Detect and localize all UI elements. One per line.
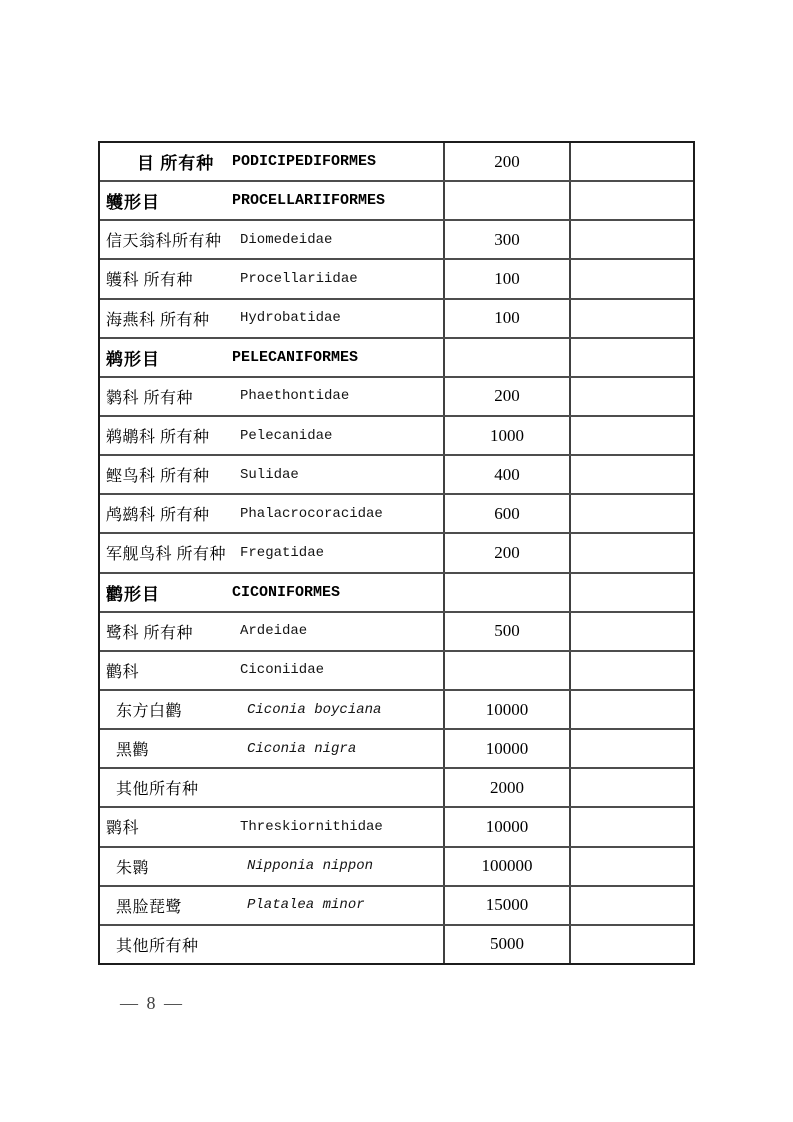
latin-name: CICONIFORMES xyxy=(232,583,341,601)
latin-name: Fregatidae xyxy=(240,544,325,561)
empty-notes-cell xyxy=(571,378,693,415)
species-name-cell xyxy=(100,495,445,532)
page-number: — 8 — xyxy=(120,993,184,1013)
table-row xyxy=(100,924,693,963)
latin-name: Nipponia nippon xyxy=(247,858,374,875)
compensation-value: 10000 xyxy=(485,738,529,758)
species-name-cell xyxy=(100,417,445,454)
compensation-value: 200 xyxy=(494,542,520,562)
chinese-name: 军舰鸟科 所有种 xyxy=(106,546,227,564)
species-name-cell xyxy=(100,574,445,611)
latin-name: Ciconiidae xyxy=(240,662,325,679)
species-name-cell xyxy=(100,143,445,180)
value-cell xyxy=(445,691,571,728)
compensation-value: 400 xyxy=(494,464,520,484)
table-row xyxy=(100,376,693,415)
latin-name: PROCELLARIIFORMES xyxy=(232,192,386,210)
chinese-name: 信天翁科所有种 xyxy=(106,233,222,251)
latin-name: Phalacrocoracidae xyxy=(240,505,383,522)
table-row xyxy=(100,846,693,885)
empty-notes-cell xyxy=(571,613,693,650)
empty-notes-cell xyxy=(571,574,693,611)
latin-name: Diomedeidae xyxy=(240,231,333,248)
chinese-name: 鹈鹕科 所有种 xyxy=(106,429,210,447)
table-row xyxy=(100,415,693,454)
value-cell xyxy=(445,378,571,415)
latin-name: PELECANIFORMES xyxy=(232,348,359,366)
empty-notes-cell xyxy=(571,691,693,728)
chinese-name: 其他所有种 xyxy=(116,937,199,955)
empty-notes-cell xyxy=(571,769,693,806)
empty-notes-cell xyxy=(571,926,693,963)
compensation-value: 2000 xyxy=(490,777,524,797)
species-name-cell xyxy=(100,378,445,415)
species-name-cell xyxy=(100,534,445,571)
compensation-value: 200 xyxy=(494,151,520,171)
compensation-value: 500 xyxy=(494,621,520,641)
chinese-name: 目 所有种 xyxy=(137,154,215,174)
empty-notes-cell xyxy=(571,417,693,454)
latin-name: Procellariidae xyxy=(240,270,358,287)
value-cell xyxy=(445,574,571,611)
chinese-name: 鹭科 所有种 xyxy=(106,624,194,642)
chinese-name: 鲣鸟科 所有种 xyxy=(106,468,210,486)
table-row xyxy=(100,337,693,376)
species-name-cell xyxy=(100,613,445,650)
species-name-cell xyxy=(100,456,445,493)
value-cell xyxy=(445,926,571,963)
species-name-cell xyxy=(100,926,445,963)
latin-name: Platalea minor xyxy=(247,897,365,914)
chinese-name: 鸬鹚科 所有种 xyxy=(106,507,210,525)
table-row xyxy=(100,493,693,532)
chinese-name: 鹮科 xyxy=(106,820,140,838)
species-compensation-table xyxy=(98,141,695,965)
table-row xyxy=(100,572,693,611)
compensation-value: 100 xyxy=(494,308,520,328)
latin-name: Ciconia nigra xyxy=(247,740,357,757)
latin-name: Ciconia boyciana xyxy=(247,701,382,718)
latin-name: Sulidae xyxy=(240,466,299,483)
chinese-name: 朱鹮 xyxy=(116,859,150,877)
species-name-cell xyxy=(100,339,445,376)
species-name-cell xyxy=(100,260,445,297)
value-cell xyxy=(445,221,571,258)
chinese-name: 东方白鹳 xyxy=(116,703,183,721)
latin-name: Ardeidae xyxy=(240,623,308,640)
value-cell xyxy=(445,182,571,219)
empty-notes-cell xyxy=(571,339,693,376)
value-cell xyxy=(445,652,571,689)
table-row xyxy=(100,298,693,337)
chinese-name: 鹳形目 xyxy=(106,584,160,604)
chinese-name: 黑鹳 xyxy=(116,742,150,760)
species-name-cell xyxy=(100,730,445,767)
latin-name: Phaethontidae xyxy=(240,388,350,405)
value-cell xyxy=(445,495,571,532)
value-cell xyxy=(445,730,571,767)
chinese-name: 其他所有种 xyxy=(116,781,199,799)
chinese-name: 鹱形目 xyxy=(106,193,160,213)
species-name-cell xyxy=(100,887,445,924)
latin-name: PODICIPEDIFORMES xyxy=(232,153,377,171)
compensation-value: 100000 xyxy=(481,856,533,876)
compensation-value: 300 xyxy=(494,229,520,249)
empty-notes-cell xyxy=(571,221,693,258)
table-row xyxy=(100,728,693,767)
value-cell xyxy=(445,456,571,493)
empty-notes-cell xyxy=(571,730,693,767)
species-name-cell xyxy=(100,769,445,806)
value-cell xyxy=(445,417,571,454)
compensation-value: 15000 xyxy=(485,895,529,915)
table-row xyxy=(100,180,693,219)
compensation-value: 1000 xyxy=(490,425,524,445)
value-cell xyxy=(445,339,571,376)
species-name-cell xyxy=(100,182,445,219)
empty-notes-cell xyxy=(571,260,693,297)
table-row xyxy=(100,650,693,689)
table-row xyxy=(100,767,693,806)
chinese-name: 海燕科 所有种 xyxy=(106,311,210,329)
table-row xyxy=(100,258,693,297)
value-cell xyxy=(445,848,571,885)
empty-notes-cell xyxy=(571,808,693,845)
table-row xyxy=(100,689,693,728)
chinese-name: 鹈形目 xyxy=(106,349,160,369)
value-cell xyxy=(445,300,571,337)
species-name-cell xyxy=(100,300,445,337)
species-name-cell xyxy=(100,808,445,845)
empty-notes-cell xyxy=(571,848,693,885)
chinese-name: 鹲科 所有种 xyxy=(106,389,194,407)
value-cell xyxy=(445,534,571,571)
empty-notes-cell xyxy=(571,652,693,689)
species-name-cell xyxy=(100,652,445,689)
latin-name: Pelecanidae xyxy=(240,427,333,444)
latin-name: Hydrobatidae xyxy=(240,310,341,327)
table-row xyxy=(100,611,693,650)
compensation-value: 5000 xyxy=(490,934,524,954)
value-cell xyxy=(445,887,571,924)
chinese-name: 鹱科 所有种 xyxy=(106,272,194,290)
empty-notes-cell xyxy=(571,143,693,180)
empty-notes-cell xyxy=(571,887,693,924)
value-cell xyxy=(445,769,571,806)
compensation-value: 600 xyxy=(494,503,520,523)
table-row xyxy=(100,454,693,493)
table-row xyxy=(100,885,693,924)
compensation-value: 200 xyxy=(494,386,520,406)
empty-notes-cell xyxy=(571,495,693,532)
value-cell xyxy=(445,143,571,180)
empty-notes-cell xyxy=(571,182,693,219)
species-name-cell xyxy=(100,221,445,258)
empty-notes-cell xyxy=(571,456,693,493)
table-row xyxy=(100,219,693,258)
table-row xyxy=(100,532,693,571)
latin-name: Threskiornithidae xyxy=(240,818,383,835)
table-row xyxy=(100,143,693,180)
value-cell xyxy=(445,260,571,297)
empty-notes-cell xyxy=(571,534,693,571)
species-name-cell xyxy=(100,848,445,885)
value-cell xyxy=(445,808,571,845)
species-name-cell xyxy=(100,691,445,728)
chinese-name: 黑脸琵鹭 xyxy=(116,898,183,916)
chinese-name: 鹳科 xyxy=(106,663,140,681)
table-row xyxy=(100,806,693,845)
compensation-value: 10000 xyxy=(485,699,529,719)
value-cell xyxy=(445,613,571,650)
compensation-value: 100 xyxy=(494,268,520,288)
compensation-value: 10000 xyxy=(485,816,529,836)
empty-notes-cell xyxy=(571,300,693,337)
